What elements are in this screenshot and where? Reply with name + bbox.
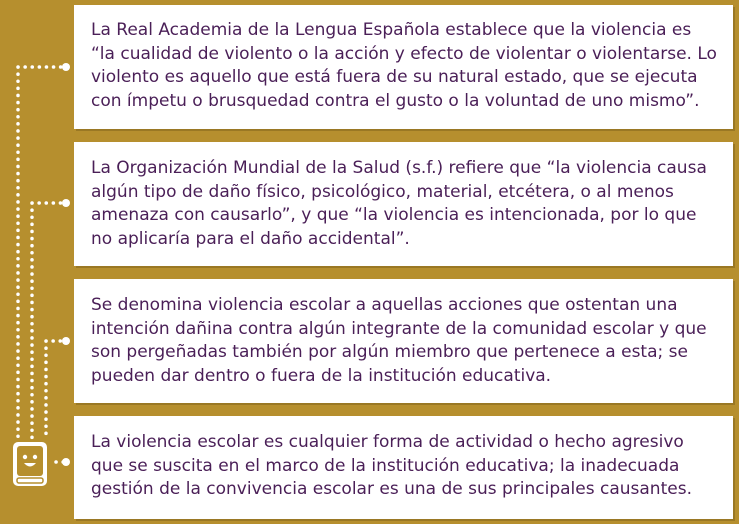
text-card-1 (74, 5, 733, 129)
card-1-text: La Real Academia de la Lengua Española establece que la violencia es “la cualidad de violento o la acción y efecto de violentar o violentarse. Lo violento es aquello que está fuera de su natural estado, que se ejecuta con ímpetu o brusquedad contra el gusto o la voluntad de uno mismo”. (91, 20, 717, 111)
connector-2 (32, 203, 64, 440)
text-card-4 (74, 416, 733, 519)
connector-3 (46, 341, 64, 440)
connector-1 (18, 67, 64, 440)
card-4-text: La violencia escolar es cualquier forma de actividad o hecho agresivo que se suscita en el marco de la institución educativa; la inadecuada gestión de la convivencia escolar es una de sus principales causantes. (91, 432, 692, 499)
connector-dot-1 (62, 63, 70, 71)
connector-dot-4 (62, 458, 70, 466)
card-3-text: Se denomina violencia escolar a aquellas acciones que ostentan una intención dañina contra algún integrante de la comunidad escolar y que son pergeñadas también por algún miembro que pertenece a esta; se pueden dar dentro o fuera de la institución educativa. (91, 295, 707, 386)
connector-dot-2 (62, 199, 70, 207)
book-mascot-icon (11, 440, 55, 492)
text-card-3 (74, 279, 733, 403)
text-card-2 (74, 142, 733, 266)
connector-dot-3 (62, 337, 70, 345)
card-2-text: La Organización Mundial de la Salud (s.f.) refiere que “la violencia causa algún tipo de daño físico, psicológico, material, etcétera, o al menos amenaza con causarlo”, y que “la violencia es intencionada, por lo que no aplicaría para el daño accidental”. (91, 158, 707, 249)
